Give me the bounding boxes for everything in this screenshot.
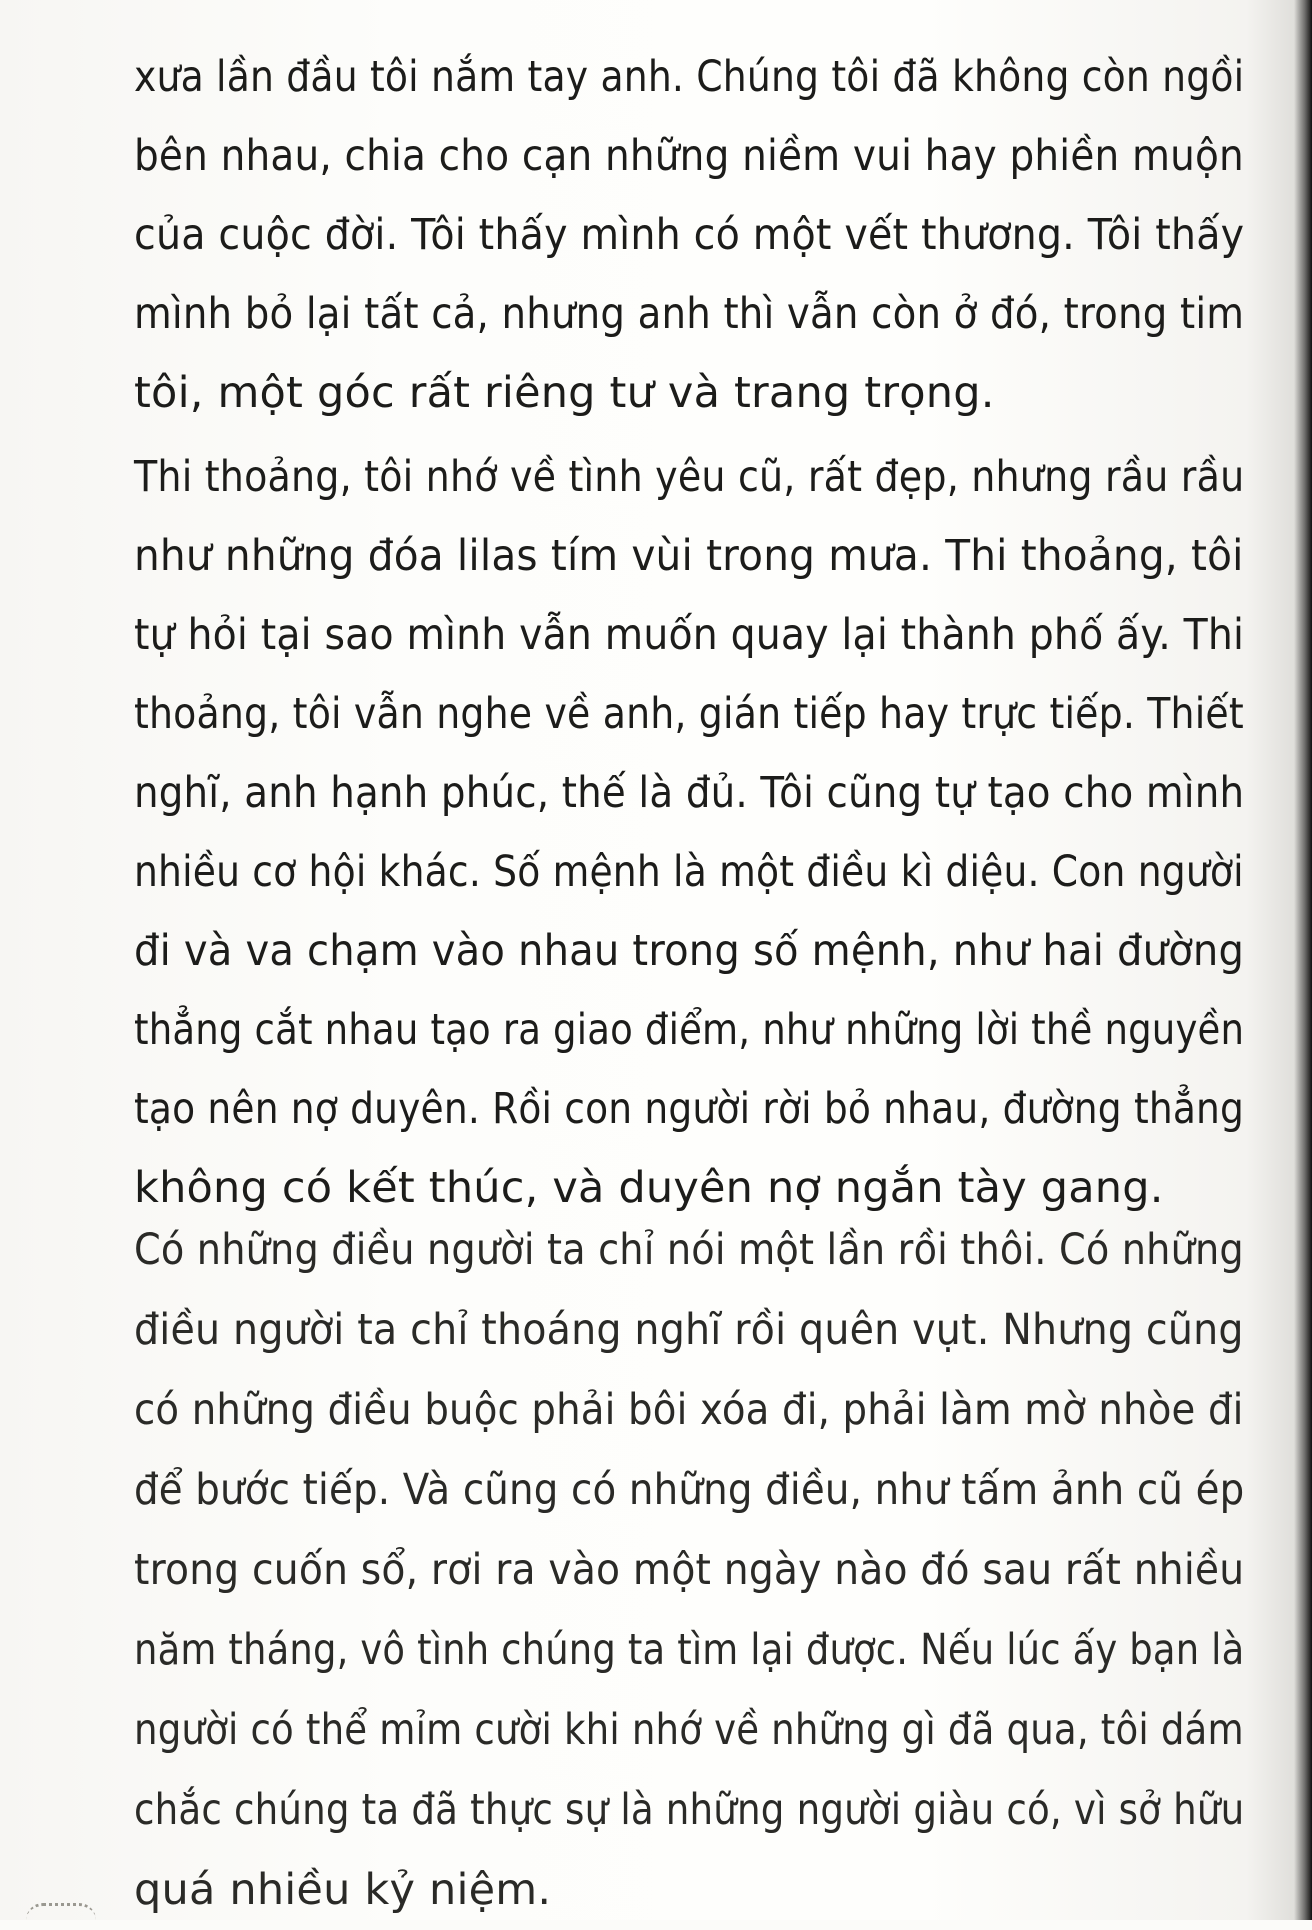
text-line: người có thể mỉm cười khi nhớ về những gì đã qua, tôi dám — [134, 1705, 1244, 1755]
text-line: quá nhiều kỷ niệm. — [134, 1865, 552, 1915]
paragraph-3 — [134, 1210, 1244, 1930]
page-edge-shadow — [1294, 0, 1312, 1920]
text-line: như những đóa lilas tím vùi trong mưa. Thi thoảng, tôi — [134, 531, 1244, 581]
text-line: thoảng, tôi vẫn nghe về anh, gián tiếp hay trực tiếp. Thiết — [134, 689, 1244, 739]
text-line: có những điều buộc phải bôi xóa đi, phải làm mờ nhòe đi — [134, 1385, 1244, 1435]
text-line: thẳng cắt nhau tạo ra giao điểm, như những lời thề nguyền — [134, 1005, 1245, 1055]
text-line: không có kết thúc, và duyên nợ ngắn tày gang. — [134, 1163, 1164, 1213]
text-line: đi và va chạm vào nhau trong số mệnh, như hai đường — [134, 926, 1245, 976]
text-line: Có những điều người ta chỉ nói một lần rồi thôi. Có những — [134, 1225, 1244, 1275]
text-line: của cuộc đời. Tôi thấy mình có một vết thương. Tôi thấy — [134, 210, 1245, 260]
text-line: tạo nên nợ duyên. Rồi con người rời bỏ nhau, đường thẳng — [134, 1084, 1245, 1134]
text-line: Thi thoảng, tôi nhớ về tình yêu cũ, rất đẹp, nhưng rầu rầu — [134, 452, 1245, 502]
paragraph-2 — [134, 438, 1244, 1228]
page-corner-ornament — [26, 1903, 96, 1920]
text-line: mình bỏ lại tất cả, nhưng anh thì vẫn còn ở đó, trong tim — [134, 289, 1245, 339]
text-line: để bước tiếp. Và cũng có những điều, như tấm ảnh cũ ép — [134, 1465, 1245, 1515]
text-line: chắc chúng ta đã thực sự là những người giàu có, vì sở hữu — [134, 1785, 1245, 1835]
text-line: nghĩ, anh hạnh phúc, thế là đủ. Tôi cũng tự tạo cho mình — [134, 768, 1245, 818]
text-line: điều người ta chỉ thoáng nghĩ rồi quên vụt. Nhưng cũng — [134, 1305, 1244, 1355]
text-line: nhiều cơ hội khác. Số mệnh là một điều kì diệu. Con người — [134, 847, 1244, 897]
text-line: trong cuốn sổ, rơi ra vào một ngày nào đó sau rất nhiều — [134, 1545, 1245, 1595]
paragraph-1 — [134, 38, 1244, 433]
text-line: xưa lần đầu tôi nắm tay anh. Chúng tôi đã không còn ngồi — [134, 52, 1245, 102]
text-line: bên nhau, chia cho cạn những niềm vui hay phiền muộn — [134, 131, 1244, 181]
text-line: tôi, một góc rất riêng tư và trang trọng. — [134, 368, 995, 418]
text-line: tự hỏi tại sao mình vẫn muốn quay lại thành phố ấy. Thi — [134, 610, 1245, 660]
text-line: năm tháng, vô tình chúng ta tìm lại được. Nếu lúc ấy bạn là — [134, 1625, 1245, 1675]
